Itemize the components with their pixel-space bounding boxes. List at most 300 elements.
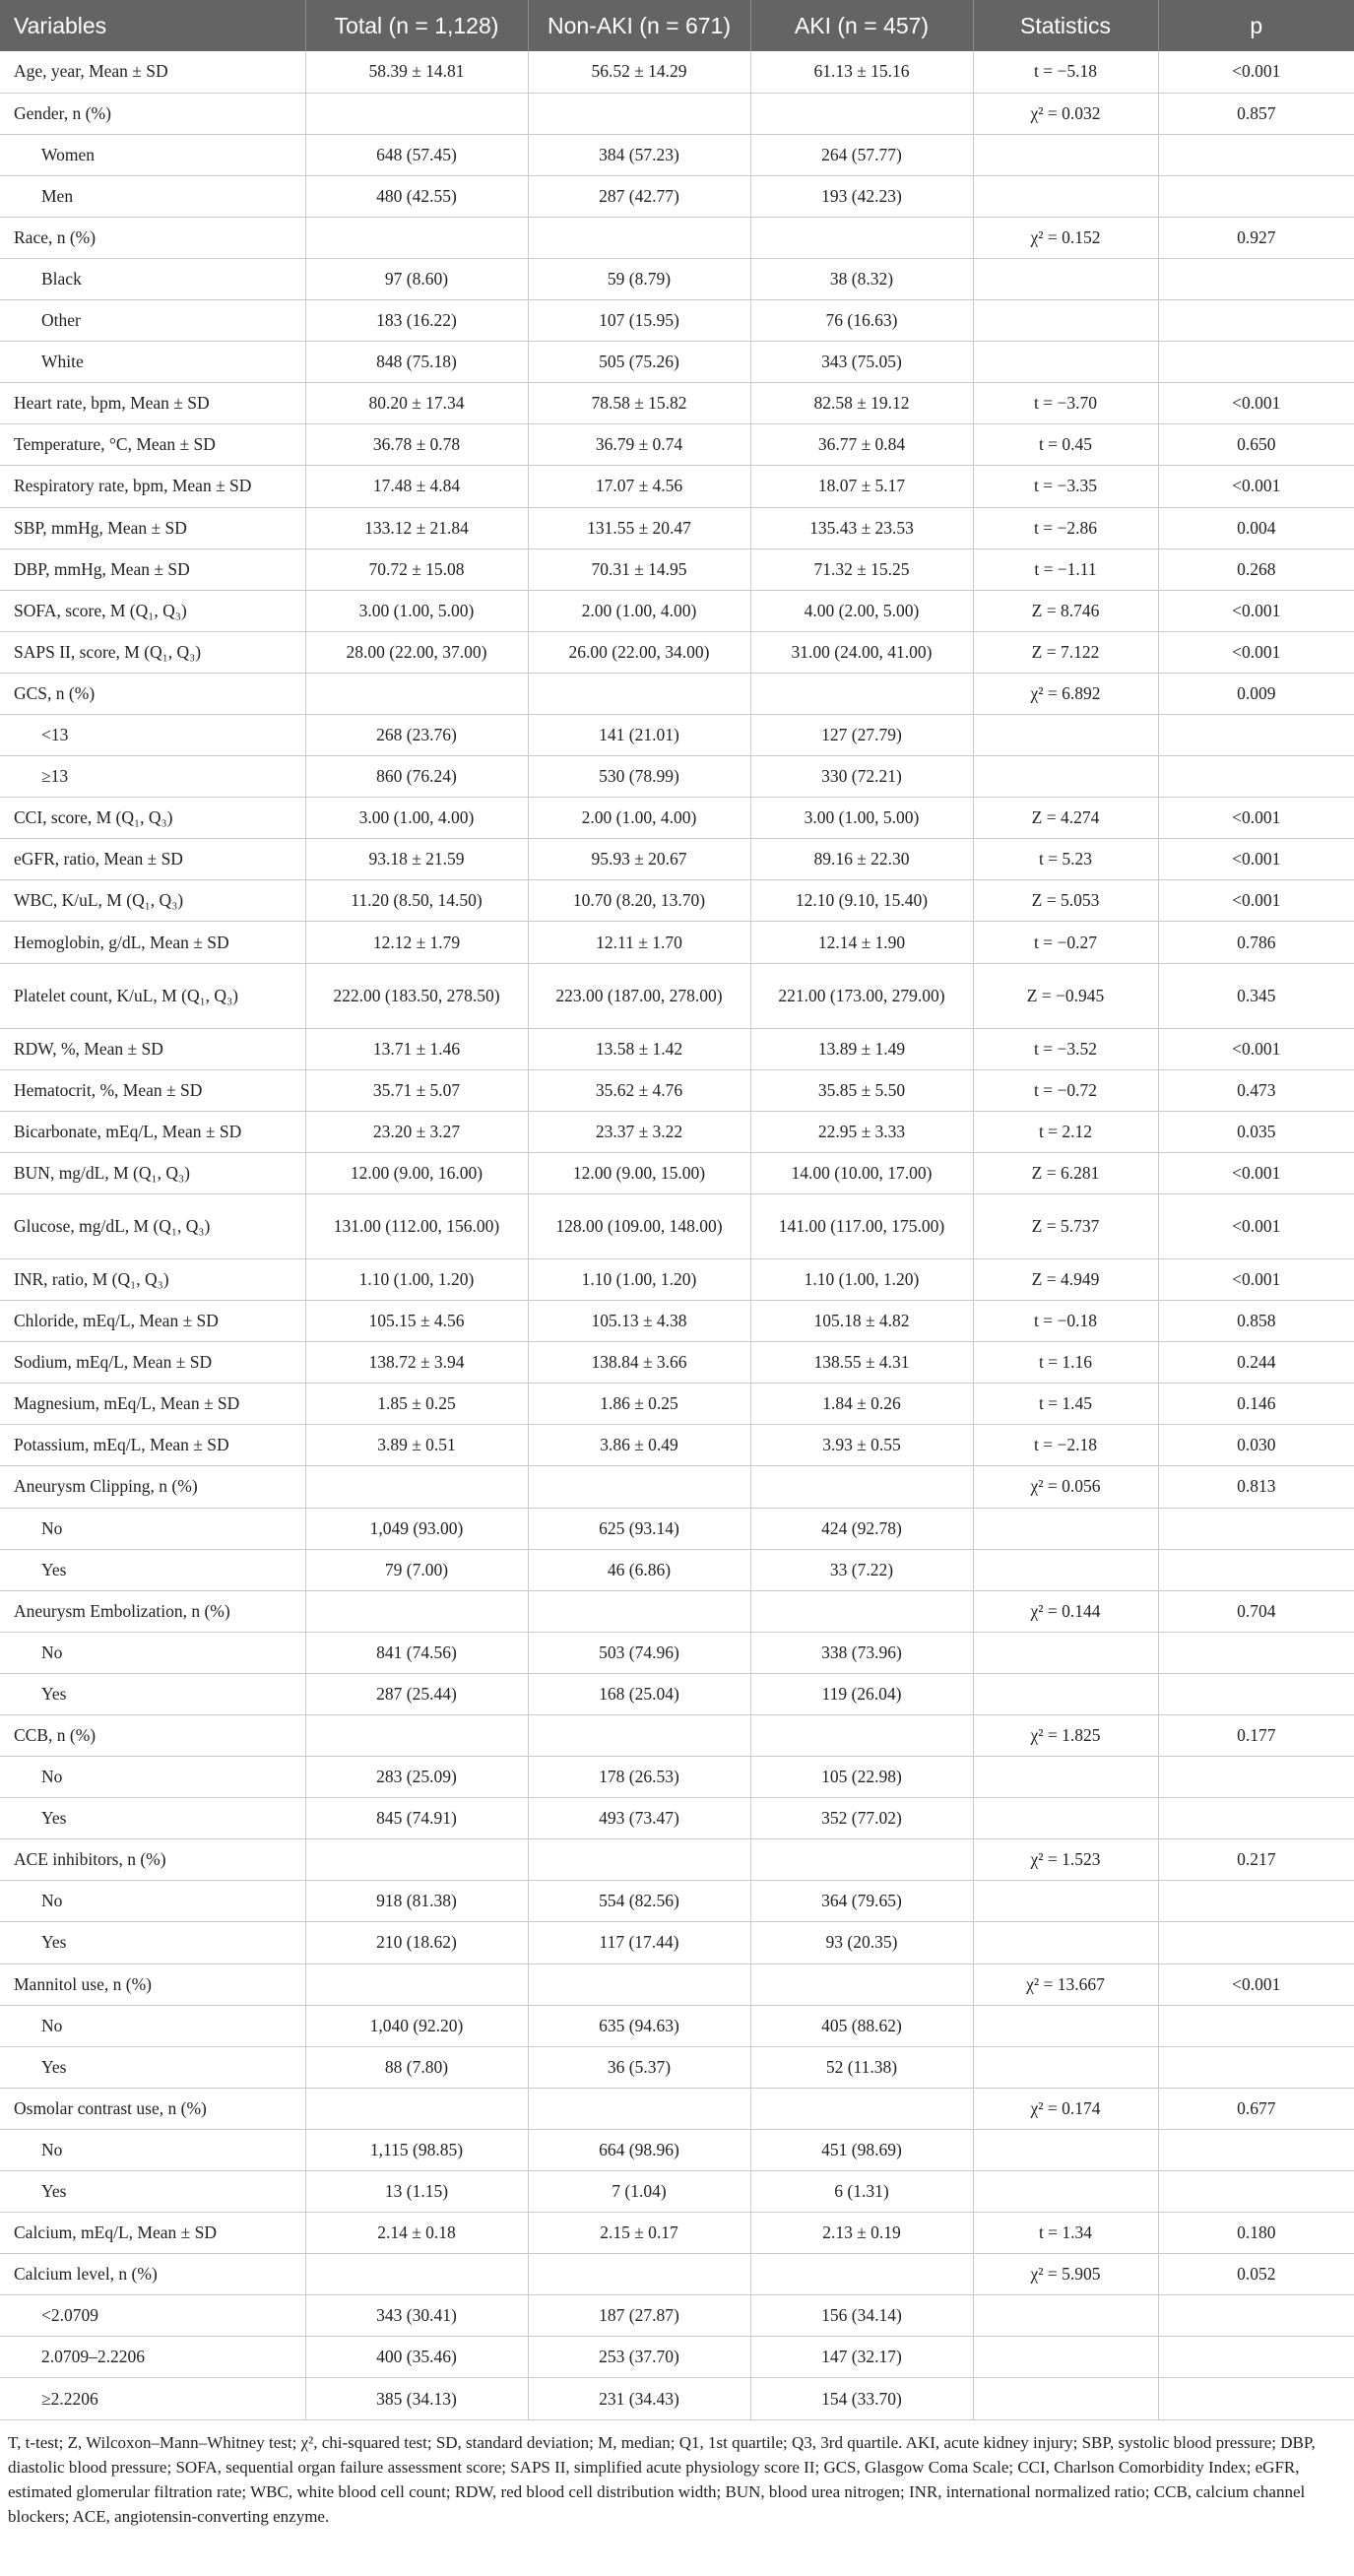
cell-variable: Men	[0, 175, 305, 217]
cell-total: 3.00 (1.00, 4.00)	[305, 798, 528, 839]
table-row	[0, 2005, 1354, 2046]
cell-aki: 14.00 (10.00, 17.00)	[750, 1152, 973, 1193]
cell-non-aki: 1.86 ± 0.25	[528, 1384, 750, 1425]
cell-p-value	[1158, 2005, 1354, 2046]
cell-aki: 1.10 (1.00, 1.20)	[750, 1258, 973, 1300]
cell-statistics: χ² = 0.032	[973, 93, 1158, 134]
cell-aki: 330 (72.21)	[750, 756, 973, 798]
cell-aki: 119 (26.04)	[750, 1673, 973, 1714]
table-body	[0, 51, 1354, 2419]
cell-statistics	[973, 2337, 1158, 2378]
cell-p-value: <0.001	[1158, 466, 1354, 507]
cell-aki: 31.00 (24.00, 41.00)	[750, 631, 973, 673]
cell-non-aki: 36.79 ± 0.74	[528, 424, 750, 466]
cell-non-aki	[528, 217, 750, 258]
table-row	[0, 1839, 1354, 1881]
table-row	[0, 2046, 1354, 2088]
cell-aki: 127 (27.79)	[750, 715, 973, 756]
cell-statistics: χ² = 1.825	[973, 1714, 1158, 1756]
table-row	[0, 1549, 1354, 1590]
cell-variable: Respiratory rate, bpm, Mean ± SD	[0, 466, 305, 507]
cell-total: 28.00 (22.00, 37.00)	[305, 631, 528, 673]
cell-non-aki: 231 (34.43)	[528, 2378, 750, 2419]
cell-variable: Chloride, mEq/L, Mean ± SD	[0, 1301, 305, 1342]
cell-non-aki: 287 (42.77)	[528, 175, 750, 217]
cell-aki: 105 (22.98)	[750, 1757, 973, 1798]
cell-p-value: 0.268	[1158, 548, 1354, 590]
cell-non-aki: 178 (26.53)	[528, 1757, 750, 1798]
cell-total	[305, 1714, 528, 1756]
table-footnote: T, t-test; Z, Wilcoxon–Mann–Whitney test; χ², chi-squared test; SD, standard deviation; M, median; Q1, 1st quartile; Q3, 3rd quartile. AKI, acute kidney injury; SBP, systolic blood pressure; DBP, diastolic blood pressure; SOFA, sequential organ failure assessment score; SAPS II, simplified acute physiology score II; GCS, Glasgow Coma Scale; CCI, Charlson Comorbidity Index; eGFR, estimated glomerular filtration rate; WBC, white blood cell count; RDW, red blood cell distribution width; BUN, blood urea nitrogen; INR, international normalized ratio; CCB, calcium channel blockers; ACE, angiotensin-converting enzyme.	[8, 2432, 1316, 2526]
cell-total	[305, 673, 528, 714]
cell-variable: No	[0, 1881, 305, 1922]
table-row	[0, 756, 1354, 798]
cell-aki: 147 (32.17)	[750, 2337, 973, 2378]
cell-p-value	[1158, 300, 1354, 342]
cell-aki: 18.07 ± 5.17	[750, 466, 973, 507]
cell-variable: Race, n (%)	[0, 217, 305, 258]
cell-total: 222.00 (183.50, 278.50)	[305, 963, 528, 1028]
cell-p-value: 0.244	[1158, 1342, 1354, 1384]
cell-non-aki: 95.93 ± 20.67	[528, 839, 750, 880]
cell-total: 58.39 ± 14.81	[305, 51, 528, 93]
cell-non-aki: 59 (8.79)	[528, 258, 750, 299]
cell-p-value: <0.001	[1158, 1258, 1354, 1300]
cell-variable: Bicarbonate, mEq/L, Mean ± SD	[0, 1111, 305, 1152]
cell-total: 23.20 ± 3.27	[305, 1111, 528, 1152]
cell-statistics: t = −5.18	[973, 51, 1158, 93]
cell-variable: WBC, K/uL, M (Q₁, Q₃)	[0, 880, 305, 922]
cell-non-aki: 10.70 (8.20, 13.70)	[528, 880, 750, 922]
cell-aki: 76 (16.63)	[750, 300, 973, 342]
cell-variable: INR, ratio, M (Q₁, Q₃)	[0, 1258, 305, 1300]
cell-non-aki: 635 (94.63)	[528, 2005, 750, 2046]
cell-p-value	[1158, 1632, 1354, 1673]
cell-variable: White	[0, 342, 305, 383]
cell-p-value: 0.030	[1158, 1425, 1354, 1466]
cell-variable: Glucose, mg/dL, M (Q₁, Q₃)	[0, 1193, 305, 1258]
table-row	[0, 51, 1354, 93]
cell-non-aki	[528, 2254, 750, 2295]
cell-variable: RDW, %, Mean ± SD	[0, 1028, 305, 1069]
cell-total: 17.48 ± 4.84	[305, 466, 528, 507]
cell-statistics: Z = 8.746	[973, 590, 1158, 631]
cell-variable: No	[0, 1757, 305, 1798]
cell-aki: 135.43 ± 23.53	[750, 507, 973, 548]
cell-aki: 405 (88.62)	[750, 2005, 973, 2046]
cell-statistics: χ² = 0.152	[973, 217, 1158, 258]
table-row	[0, 2213, 1354, 2254]
cell-aki	[750, 673, 973, 714]
cell-non-aki: 2.15 ± 0.17	[528, 2213, 750, 2254]
cell-aki: 193 (42.23)	[750, 175, 973, 217]
cell-statistics: Z = 6.281	[973, 1152, 1158, 1193]
cell-non-aki: 107 (15.95)	[528, 300, 750, 342]
cell-statistics	[973, 1508, 1158, 1549]
cell-aki: 71.32 ± 15.25	[750, 548, 973, 590]
table-row	[0, 631, 1354, 673]
cell-p-value	[1158, 1922, 1354, 1964]
cell-statistics: t = −3.35	[973, 466, 1158, 507]
table-row	[0, 1384, 1354, 1425]
cell-statistics: t = −2.86	[973, 507, 1158, 548]
cell-p-value: 0.345	[1158, 963, 1354, 1028]
cell-total	[305, 1590, 528, 1632]
cell-statistics: t = −3.70	[973, 383, 1158, 424]
cell-aki: 33 (7.22)	[750, 1549, 973, 1590]
cell-variable: Age, year, Mean ± SD	[0, 51, 305, 93]
table-row	[0, 715, 1354, 756]
cell-statistics: χ² = 13.667	[973, 1964, 1158, 2005]
cell-statistics: t = 1.16	[973, 1342, 1158, 1384]
cell-variable: Mannitol use, n (%)	[0, 1964, 305, 2005]
cell-aki	[750, 93, 973, 134]
cell-statistics: χ² = 5.905	[973, 2254, 1158, 2295]
cell-p-value: <0.001	[1158, 1152, 1354, 1193]
header-non-aki: Non-AKI (n = 671)	[528, 0, 750, 51]
cell-non-aki: 7 (1.04)	[528, 2171, 750, 2213]
cell-variable: Temperature, °C, Mean ± SD	[0, 424, 305, 466]
header-statistics: Statistics	[973, 0, 1158, 51]
cell-variable: eGFR, ratio, Mean ± SD	[0, 839, 305, 880]
cell-variable: SOFA, score, M (Q₁, Q₃)	[0, 590, 305, 631]
cell-non-aki: 70.31 ± 14.95	[528, 548, 750, 590]
cell-non-aki: 3.86 ± 0.49	[528, 1425, 750, 1466]
cell-statistics: χ² = 0.056	[973, 1466, 1158, 1508]
table-row	[0, 1111, 1354, 1152]
cell-p-value: <0.001	[1158, 1193, 1354, 1258]
table-row	[0, 1757, 1354, 1798]
cell-statistics	[973, 175, 1158, 217]
cell-non-aki	[528, 2088, 750, 2129]
cell-aki	[750, 2088, 973, 2129]
cell-p-value: 0.650	[1158, 424, 1354, 466]
cell-p-value: <0.001	[1158, 590, 1354, 631]
cell-p-value	[1158, 134, 1354, 175]
table-row	[0, 1258, 1354, 1300]
table-row	[0, 1922, 1354, 1964]
cell-variable: No	[0, 1508, 305, 1549]
cell-non-aki: 1.10 (1.00, 1.20)	[528, 1258, 750, 1300]
cell-p-value: 0.004	[1158, 507, 1354, 548]
cell-p-value: 0.035	[1158, 1111, 1354, 1152]
cell-statistics	[973, 2005, 1158, 2046]
cell-p-value	[1158, 258, 1354, 299]
cell-aki: 138.55 ± 4.31	[750, 1342, 973, 1384]
cell-p-value: 0.786	[1158, 922, 1354, 963]
cell-non-aki: 505 (75.26)	[528, 342, 750, 383]
cell-aki: 36.77 ± 0.84	[750, 424, 973, 466]
cell-p-value	[1158, 1881, 1354, 1922]
cell-non-aki: 2.00 (1.00, 4.00)	[528, 590, 750, 631]
cell-p-value	[1158, 2378, 1354, 2419]
cell-statistics: t = 1.45	[973, 1384, 1158, 1425]
cell-total: 287 (25.44)	[305, 1673, 528, 1714]
cell-aki: 2.13 ± 0.19	[750, 2213, 973, 2254]
cell-non-aki	[528, 673, 750, 714]
cell-total: 12.12 ± 1.79	[305, 922, 528, 963]
table-row	[0, 963, 1354, 1028]
cell-p-value: <0.001	[1158, 880, 1354, 922]
cell-aki: 3.00 (1.00, 5.00)	[750, 798, 973, 839]
cell-statistics: Z = 4.274	[973, 798, 1158, 839]
cell-statistics	[973, 756, 1158, 798]
cell-variable: GCS, n (%)	[0, 673, 305, 714]
cell-statistics: t = 1.34	[973, 2213, 1158, 2254]
header-variables: Variables	[0, 0, 305, 51]
cell-non-aki: 554 (82.56)	[528, 1881, 750, 1922]
cell-p-value	[1158, 715, 1354, 756]
cell-statistics	[973, 2378, 1158, 2419]
cell-total: 343 (30.41)	[305, 2295, 528, 2337]
cell-non-aki: 12.00 (9.00, 15.00)	[528, 1152, 750, 1193]
cell-aki: 343 (75.05)	[750, 342, 973, 383]
cell-statistics: t = −2.18	[973, 1425, 1158, 1466]
cell-statistics	[973, 2295, 1158, 2337]
cell-statistics: Z = −0.945	[973, 963, 1158, 1028]
cell-total: 1,049 (93.00)	[305, 1508, 528, 1549]
cell-p-value	[1158, 1673, 1354, 1714]
cell-total: 138.72 ± 3.94	[305, 1342, 528, 1384]
cell-aki: 13.89 ± 1.49	[750, 1028, 973, 1069]
cell-aki: 93 (20.35)	[750, 1922, 973, 1964]
cell-variable: ≥13	[0, 756, 305, 798]
cell-variable: Gender, n (%)	[0, 93, 305, 134]
cell-total: 268 (23.76)	[305, 715, 528, 756]
cell-non-aki: 56.52 ± 14.29	[528, 51, 750, 93]
cell-aki: 338 (73.96)	[750, 1632, 973, 1673]
cell-non-aki: 253 (37.70)	[528, 2337, 750, 2378]
cell-total: 400 (35.46)	[305, 2337, 528, 2378]
cell-statistics: t = −0.18	[973, 1301, 1158, 1342]
cell-p-value	[1158, 175, 1354, 217]
cell-statistics: t = −1.11	[973, 548, 1158, 590]
cell-total: 1,040 (92.20)	[305, 2005, 528, 2046]
cell-variable: Sodium, mEq/L, Mean ± SD	[0, 1342, 305, 1384]
cell-variable: Aneurysm Embolization, n (%)	[0, 1590, 305, 1632]
cell-statistics: t = −0.72	[973, 1069, 1158, 1111]
cell-aki: 4.00 (2.00, 5.00)	[750, 590, 973, 631]
cell-total: 1,115 (98.85)	[305, 2129, 528, 2170]
cell-total: 133.12 ± 21.84	[305, 507, 528, 548]
cell-total	[305, 2254, 528, 2295]
table-row	[0, 1798, 1354, 1839]
cell-variable: No	[0, 2005, 305, 2046]
cell-aki: 61.13 ± 15.16	[750, 51, 973, 93]
cell-p-value: <0.001	[1158, 51, 1354, 93]
cell-statistics: Z = 5.737	[973, 1193, 1158, 1258]
cell-statistics	[973, 1757, 1158, 1798]
table-row	[0, 1466, 1354, 1508]
cell-non-aki: 23.37 ± 3.22	[528, 1111, 750, 1152]
cell-non-aki	[528, 1714, 750, 1756]
cell-non-aki	[528, 1839, 750, 1881]
cell-p-value	[1158, 2337, 1354, 2378]
cell-variable: Calcium level, n (%)	[0, 2254, 305, 2295]
cell-variable: Other	[0, 300, 305, 342]
cell-non-aki: 13.58 ± 1.42	[528, 1028, 750, 1069]
cell-total	[305, 217, 528, 258]
cell-total	[305, 1839, 528, 1881]
cell-p-value	[1158, 1549, 1354, 1590]
cell-aki	[750, 1964, 973, 2005]
table-row	[0, 839, 1354, 880]
cell-non-aki: 503 (74.96)	[528, 1632, 750, 1673]
cell-non-aki: 105.13 ± 4.38	[528, 1301, 750, 1342]
cell-total: 1.85 ± 0.25	[305, 1384, 528, 1425]
cell-aki: 89.16 ± 22.30	[750, 839, 973, 880]
header-aki: AKI (n = 457)	[750, 0, 973, 51]
cell-statistics	[973, 258, 1158, 299]
cell-total: 11.20 (8.50, 14.50)	[305, 880, 528, 922]
cell-variable: Platelet count, K/uL, M (Q₁, Q₃)	[0, 963, 305, 1028]
table-header	[0, 0, 1354, 51]
table-row	[0, 2337, 1354, 2378]
cell-total	[305, 93, 528, 134]
cell-total: 88 (7.80)	[305, 2046, 528, 2088]
header-total: Total (n = 1,128)	[305, 0, 528, 51]
cell-p-value: 0.146	[1158, 1384, 1354, 1425]
cell-total: 80.20 ± 17.34	[305, 383, 528, 424]
table-row	[0, 1632, 1354, 1673]
cell-non-aki: 530 (78.99)	[528, 756, 750, 798]
cell-variable: Yes	[0, 2171, 305, 2213]
cell-total: 648 (57.45)	[305, 134, 528, 175]
cell-statistics	[973, 715, 1158, 756]
table-row	[0, 1425, 1354, 1466]
cell-non-aki	[528, 1964, 750, 2005]
cell-aki: 12.14 ± 1.90	[750, 922, 973, 963]
cell-aki: 82.58 ± 19.12	[750, 383, 973, 424]
cell-non-aki: 384 (57.23)	[528, 134, 750, 175]
cell-p-value	[1158, 1757, 1354, 1798]
cell-non-aki: 138.84 ± 3.66	[528, 1342, 750, 1384]
cell-variable: Calcium, mEq/L, Mean ± SD	[0, 2213, 305, 2254]
cell-statistics	[973, 342, 1158, 383]
table-row	[0, 93, 1354, 134]
cell-variable: Yes	[0, 1798, 305, 1839]
cell-total: 2.14 ± 0.18	[305, 2213, 528, 2254]
cell-aki: 264 (57.77)	[750, 134, 973, 175]
cell-statistics: t = 5.23	[973, 839, 1158, 880]
cell-statistics: χ² = 0.144	[973, 1590, 1158, 1632]
cell-variable: CCI, score, M (Q₁, Q₃)	[0, 798, 305, 839]
cell-total: 860 (76.24)	[305, 756, 528, 798]
cell-variable: Yes	[0, 1673, 305, 1714]
table-row	[0, 590, 1354, 631]
cell-statistics	[973, 300, 1158, 342]
cell-p-value: 0.473	[1158, 1069, 1354, 1111]
cell-p-value	[1158, 1798, 1354, 1839]
cell-statistics	[973, 2171, 1158, 2213]
cell-variable: Yes	[0, 1922, 305, 1964]
table-row	[0, 1069, 1354, 1111]
cell-aki: 52 (11.38)	[750, 2046, 973, 2088]
cell-aki: 12.10 (9.10, 15.40)	[750, 880, 973, 922]
cell-aki: 451 (98.69)	[750, 2129, 973, 2170]
cell-statistics	[973, 1798, 1158, 1839]
table-row	[0, 1301, 1354, 1342]
cell-non-aki: 131.55 ± 20.47	[528, 507, 750, 548]
cell-p-value	[1158, 1508, 1354, 1549]
cell-aki: 364 (79.65)	[750, 1881, 973, 1922]
cell-statistics	[973, 1673, 1158, 1714]
cell-non-aki: 17.07 ± 4.56	[528, 466, 750, 507]
cell-total: 131.00 (112.00, 156.00)	[305, 1193, 528, 1258]
cell-non-aki: 493 (73.47)	[528, 1798, 750, 1839]
table-row	[0, 507, 1354, 548]
cell-aki: 424 (92.78)	[750, 1508, 973, 1549]
cell-p-value	[1158, 2171, 1354, 2213]
cell-non-aki: 223.00 (187.00, 278.00)	[528, 963, 750, 1028]
cell-variable: Osmolar contrast use, n (%)	[0, 2088, 305, 2129]
cell-variable: ≥2.2206	[0, 2378, 305, 2419]
cell-statistics: Z = 5.053	[973, 880, 1158, 922]
cell-total	[305, 2088, 528, 2129]
table-row	[0, 383, 1354, 424]
cell-variable: Heart rate, bpm, Mean ± SD	[0, 383, 305, 424]
cell-non-aki: 187 (27.87)	[528, 2295, 750, 2337]
cell-total: 13.71 ± 1.46	[305, 1028, 528, 1069]
cell-p-value: 0.858	[1158, 1301, 1354, 1342]
cell-total	[305, 1964, 528, 2005]
cell-non-aki: 168 (25.04)	[528, 1673, 750, 1714]
cell-variable: SAPS II, score, M (Q₁, Q₃)	[0, 631, 305, 673]
table-row	[0, 880, 1354, 922]
cell-statistics: t = 2.12	[973, 1111, 1158, 1152]
header-p: p	[1158, 0, 1354, 51]
cell-total	[305, 1466, 528, 1508]
cell-p-value	[1158, 342, 1354, 383]
cell-variable: Black	[0, 258, 305, 299]
cell-statistics: χ² = 1.523	[973, 1839, 1158, 1881]
cell-aki	[750, 1466, 973, 1508]
cell-aki	[750, 1590, 973, 1632]
cell-variable: 2.0709–2.2206	[0, 2337, 305, 2378]
cell-variable: BUN, mg/dL, M (Q₁, Q₃)	[0, 1152, 305, 1193]
cell-statistics: t = −3.52	[973, 1028, 1158, 1069]
cell-total: 79 (7.00)	[305, 1549, 528, 1590]
cell-total: 210 (18.62)	[305, 1922, 528, 1964]
cell-p-value: 0.857	[1158, 93, 1354, 134]
cell-variable: CCB, n (%)	[0, 1714, 305, 1756]
cell-p-value	[1158, 2295, 1354, 2337]
cell-aki: 156 (34.14)	[750, 2295, 973, 2337]
table-row	[0, 300, 1354, 342]
cell-non-aki: 46 (6.86)	[528, 1549, 750, 1590]
cell-total: 13 (1.15)	[305, 2171, 528, 2213]
table-row	[0, 175, 1354, 217]
cell-p-value: 0.927	[1158, 217, 1354, 258]
cell-statistics: Z = 7.122	[973, 631, 1158, 673]
table-row	[0, 548, 1354, 590]
table-row	[0, 1342, 1354, 1384]
cell-statistics: χ² = 0.174	[973, 2088, 1158, 2129]
cell-variable: ACE inhibitors, n (%)	[0, 1839, 305, 1881]
table-row	[0, 2129, 1354, 2170]
cell-statistics: Z = 4.949	[973, 1258, 1158, 1300]
cell-total: 385 (34.13)	[305, 2378, 528, 2419]
cell-non-aki: 35.62 ± 4.76	[528, 1069, 750, 1111]
cell-statistics: t = 0.45	[973, 424, 1158, 466]
cell-total: 12.00 (9.00, 16.00)	[305, 1152, 528, 1193]
cell-total: 97 (8.60)	[305, 258, 528, 299]
table-row	[0, 424, 1354, 466]
table-row	[0, 673, 1354, 714]
table-row	[0, 217, 1354, 258]
cell-variable: No	[0, 2129, 305, 2170]
cell-non-aki	[528, 1590, 750, 1632]
